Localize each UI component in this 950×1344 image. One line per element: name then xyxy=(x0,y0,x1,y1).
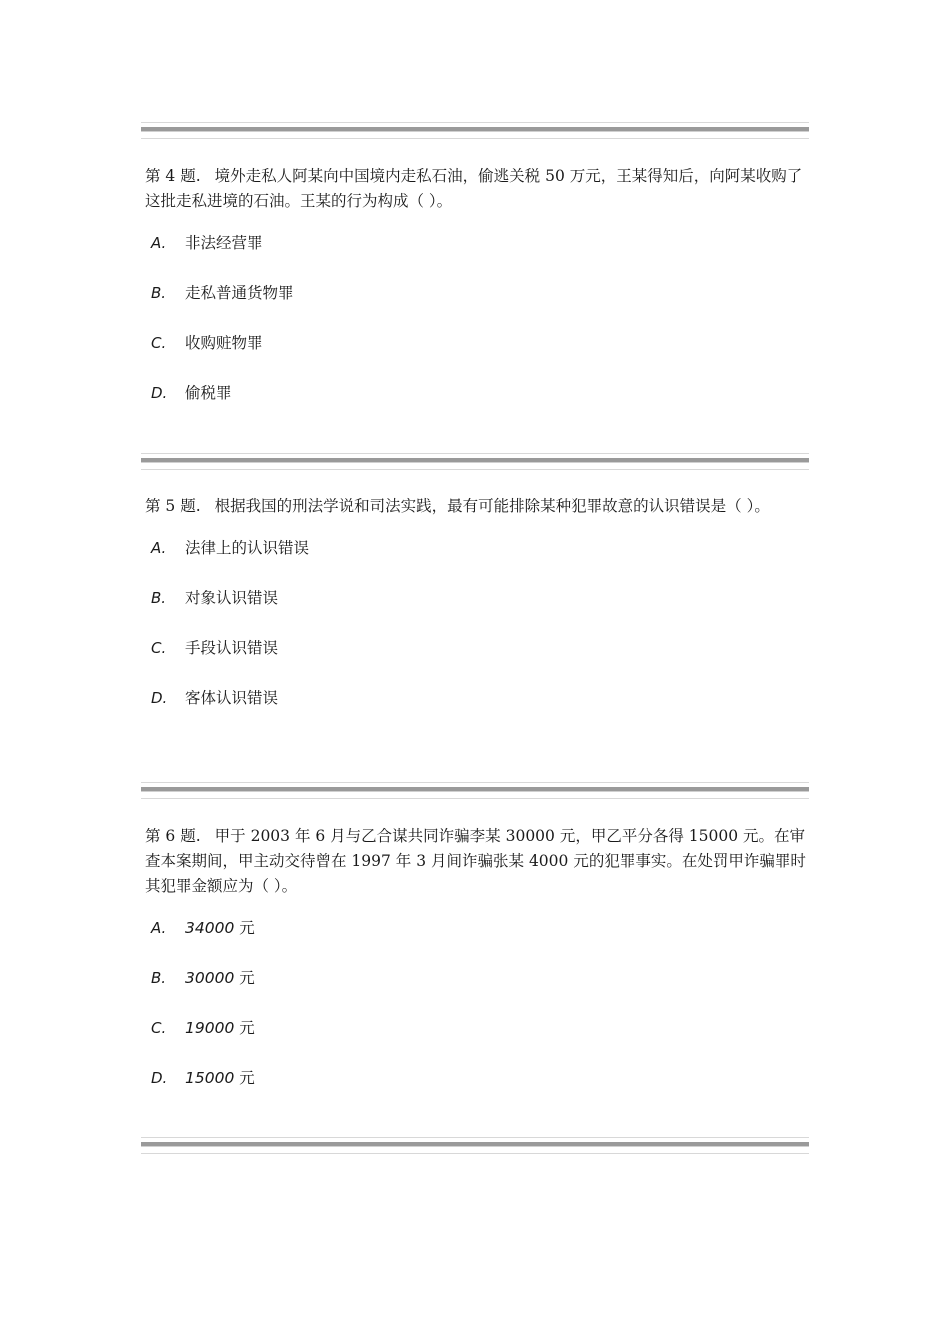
option-letter: B. xyxy=(151,589,167,607)
option-amount: 34000 xyxy=(185,919,235,937)
option-letter: A. xyxy=(151,919,167,937)
option-text xyxy=(185,966,255,991)
option-letter: C. xyxy=(151,334,167,352)
question-number: 第 4 题. xyxy=(145,167,201,185)
option-letter: A. xyxy=(151,234,167,252)
option-text: 客体认识错误 xyxy=(185,689,279,707)
option-letter: D. xyxy=(151,689,168,707)
option-text xyxy=(185,916,255,941)
option-unit: 元 xyxy=(239,1019,255,1037)
section-divider xyxy=(141,122,809,142)
option-text: 法律上的认识错误 xyxy=(185,539,310,557)
section-divider xyxy=(141,453,809,473)
option-letter: C. xyxy=(151,1019,167,1037)
option-unit: 元 xyxy=(239,1069,255,1087)
question-4-stem xyxy=(145,164,809,214)
option-text xyxy=(185,1016,255,1041)
question-4 xyxy=(145,164,813,431)
option-b[interactable] xyxy=(145,281,813,331)
question-5-stem xyxy=(145,494,813,519)
option-c[interactable] xyxy=(145,636,813,686)
option-unit: 元 xyxy=(239,969,255,987)
option-list xyxy=(145,536,813,736)
option-letter: C. xyxy=(151,639,167,657)
option-a[interactable] xyxy=(145,916,813,966)
option-c[interactable] xyxy=(145,331,813,381)
option-list xyxy=(145,231,813,431)
option-letter: B. xyxy=(151,969,167,987)
option-text: 走私普通货物罪 xyxy=(185,284,294,302)
question-number: 第 5 题. xyxy=(145,497,201,515)
option-text: 偷税罪 xyxy=(185,384,232,402)
option-a[interactable] xyxy=(145,536,813,586)
question-5 xyxy=(145,494,813,736)
section-divider xyxy=(141,1137,809,1157)
option-list xyxy=(145,916,813,1116)
option-amount: 15000 xyxy=(185,1069,235,1087)
option-d[interactable] xyxy=(145,686,813,736)
option-letter: A. xyxy=(151,539,167,557)
option-d[interactable] xyxy=(145,381,813,431)
question-6 xyxy=(145,824,813,1116)
option-text: 手段认识错误 xyxy=(185,639,279,657)
question-number: 第 6 题. xyxy=(145,827,201,845)
section-divider xyxy=(141,782,809,802)
question-text: 根据我国的刑法学说和司法实践，最有可能排除某种犯罪故意的认识错误是（ ）。 xyxy=(214,497,770,515)
option-amount: 30000 xyxy=(185,969,235,987)
option-text: 收购赃物罪 xyxy=(185,334,263,352)
option-d[interactable] xyxy=(145,1066,813,1116)
option-letter: D. xyxy=(151,1069,168,1087)
option-letter: D. xyxy=(151,384,168,402)
question-text: 甲于 2003 年 6 月与乙合谋共同诈骗李某 30000 元，甲乙平分各得 15000 元。在审查本案期间，甲主动交待曾在 1997 年 3 月间诈骗张某 4000 元的犯罪事实。在处罚甲诈骗罪时其犯罪金额应为（ ）。 xyxy=(145,827,806,895)
option-c[interactable] xyxy=(145,1016,813,1066)
question-text: 境外走私人阿某向中国境内走私石油，偷逃关税 50 万元，王某得知后，向阿某收购了这批走私进境的石油。王某的行为构成（ ）。 xyxy=(145,167,803,210)
option-b[interactable] xyxy=(145,966,813,1016)
option-b[interactable] xyxy=(145,586,813,636)
option-unit: 元 xyxy=(239,919,255,937)
option-letter: B. xyxy=(151,284,167,302)
question-6-stem xyxy=(145,824,811,899)
option-text xyxy=(185,1066,255,1091)
option-a[interactable] xyxy=(145,231,813,281)
option-text: 非法经营罪 xyxy=(185,234,263,252)
option-amount: 19000 xyxy=(185,1019,235,1037)
option-text: 对象认识错误 xyxy=(185,589,279,607)
